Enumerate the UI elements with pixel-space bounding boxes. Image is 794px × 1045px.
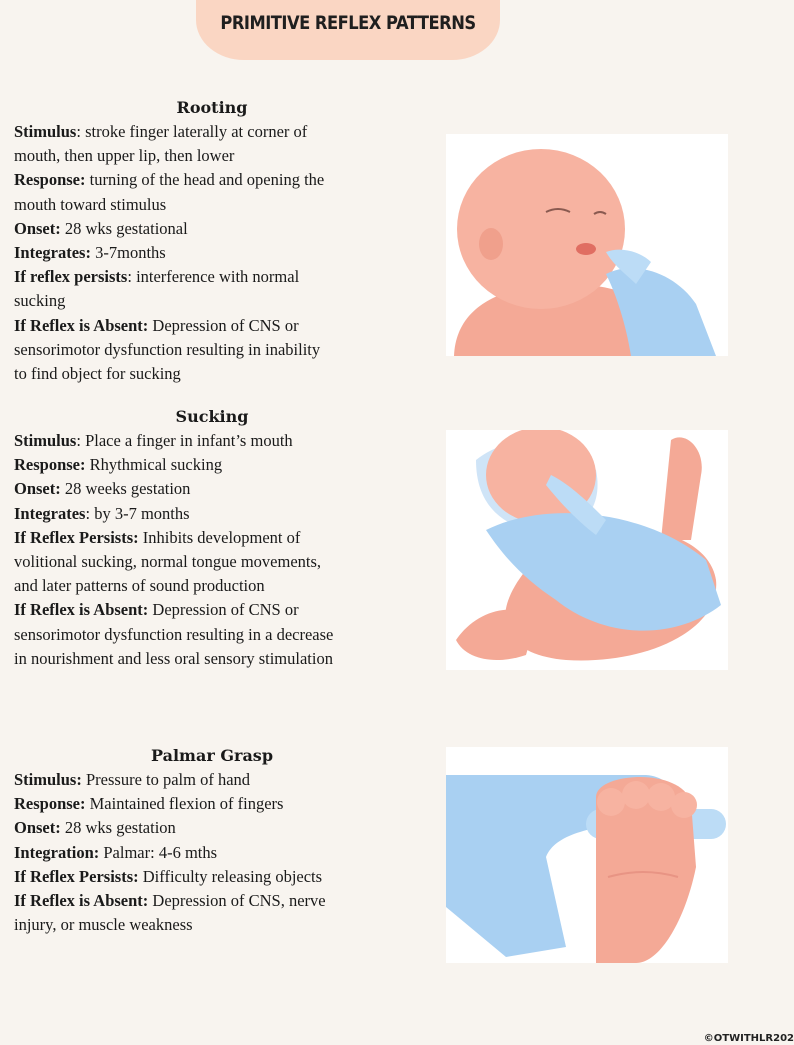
section-line (14, 362, 414, 386)
section-line (14, 429, 414, 453)
line-text: Depression of CNS or (152, 315, 299, 335)
line-text: volitional sucking, normal tongue movements, (14, 552, 322, 572)
line-label: Integration: (14, 842, 100, 862)
line-text: Inhibits development of (142, 527, 301, 547)
section-title: Rooting (176, 98, 248, 117)
line-label: Onset: (14, 218, 61, 238)
section-line (14, 574, 414, 598)
copyright-text: ©OTWITHLR202 (703, 1033, 794, 1044)
infant-sucking-illustration (446, 430, 728, 670)
line-text: 28 wks gestation (64, 818, 176, 838)
section-line (14, 526, 414, 550)
line-text: Pressure to palm of hand (85, 770, 251, 789)
section-lines (14, 429, 414, 671)
line-text: sucking (14, 291, 66, 311)
section-line (14, 913, 414, 937)
line-label: Onset: (14, 818, 61, 838)
section-line (14, 502, 414, 526)
line-text: to find object for sucking (14, 364, 181, 384)
line-label: Integrates: (14, 243, 91, 263)
line-text: Depression of CNS or (152, 600, 299, 620)
line-separator: : (76, 431, 86, 450)
line-label: Response: (14, 455, 86, 475)
section-line (14, 120, 414, 144)
section-line (14, 647, 414, 671)
line-text: by 3-7 months (94, 503, 190, 523)
section-title: Palmar Grasp (151, 746, 273, 765)
line-label: Stimulus: (14, 770, 82, 789)
section-rooting (14, 96, 414, 386)
line-label: If Reflex Persists: (14, 527, 139, 547)
line-text: Depression of CNS, nerve (152, 891, 326, 911)
line-label: Response: (14, 794, 86, 814)
line-text: Maintained flexion of fingers (89, 794, 284, 814)
section-line (14, 338, 414, 362)
line-separator: : (76, 122, 86, 141)
line-label: If Reflex is Absent: (14, 315, 149, 335)
section-line (14, 768, 414, 792)
line-text: and later patterns of sound production (14, 576, 265, 596)
line-text: Difficulty releasing objects (142, 866, 323, 886)
infant-rooting-illustration (446, 134, 728, 356)
line-text: 3-7months (95, 243, 166, 263)
section-line (14, 193, 414, 217)
line-text: in nourishment and less oral sensory stimulation (14, 648, 333, 668)
section-line (14, 550, 414, 574)
line-label: Onset: (14, 479, 61, 499)
page-title: PRIMITIVE REFLEX PATTERNS (220, 12, 476, 34)
section-line (14, 623, 414, 647)
line-label: If Reflex Persists: (14, 866, 139, 886)
line-text: injury, or muscle weakness (14, 915, 193, 935)
line-label: Stimulus (14, 122, 77, 141)
line-text: Place a finger in infant’s mouth (85, 431, 293, 450)
line-separator: : (85, 503, 95, 523)
line-text: sensorimotor dysfunction resulting in a decrease (14, 624, 334, 644)
line-label: If reflex persists (14, 267, 128, 287)
line-text: interference with normal (136, 267, 300, 287)
line-label: If Reflex is Absent: (14, 600, 149, 620)
line-text: mouth, then upper lip, then lower (14, 146, 235, 166)
section-line (14, 889, 414, 913)
line-text: 28 wks gestational (64, 218, 188, 238)
section-line (14, 314, 414, 338)
section-line (14, 168, 414, 192)
section-line (14, 241, 414, 265)
section-line (14, 453, 414, 477)
line-text: Rhythmical sucking (89, 455, 223, 475)
line-separator: : (127, 267, 137, 287)
line-label: Stimulus (14, 431, 77, 450)
line-text: sensorimotor dysfunction resulting in inability (14, 339, 321, 359)
section-line (14, 289, 414, 313)
line-text: turning of the head and opening the (89, 170, 325, 190)
line-label: Response: (14, 170, 86, 190)
section-line (14, 816, 414, 840)
section-line (14, 598, 414, 622)
line-text: 28 weeks gestation (64, 479, 191, 499)
section-lines (14, 768, 414, 937)
section-sucking (14, 405, 414, 671)
line-text: stroke finger laterally at corner of (85, 122, 308, 141)
section-line (14, 865, 414, 889)
infant-palmar-grasp-illustration (446, 747, 728, 963)
line-text: Palmar: 4-6 mths (103, 842, 218, 862)
section-line (14, 217, 414, 241)
section-line (14, 144, 414, 168)
line-text: mouth toward stimulus (14, 194, 167, 214)
section-line (14, 841, 414, 865)
section-title: Sucking (175, 407, 249, 426)
line-label: If Reflex is Absent: (14, 891, 149, 911)
section-lines (14, 120, 414, 386)
section-line (14, 792, 414, 816)
line-label: Integrates (14, 503, 86, 523)
section-palmar-grasp (14, 744, 414, 937)
section-line (14, 265, 414, 289)
section-line (14, 477, 414, 501)
